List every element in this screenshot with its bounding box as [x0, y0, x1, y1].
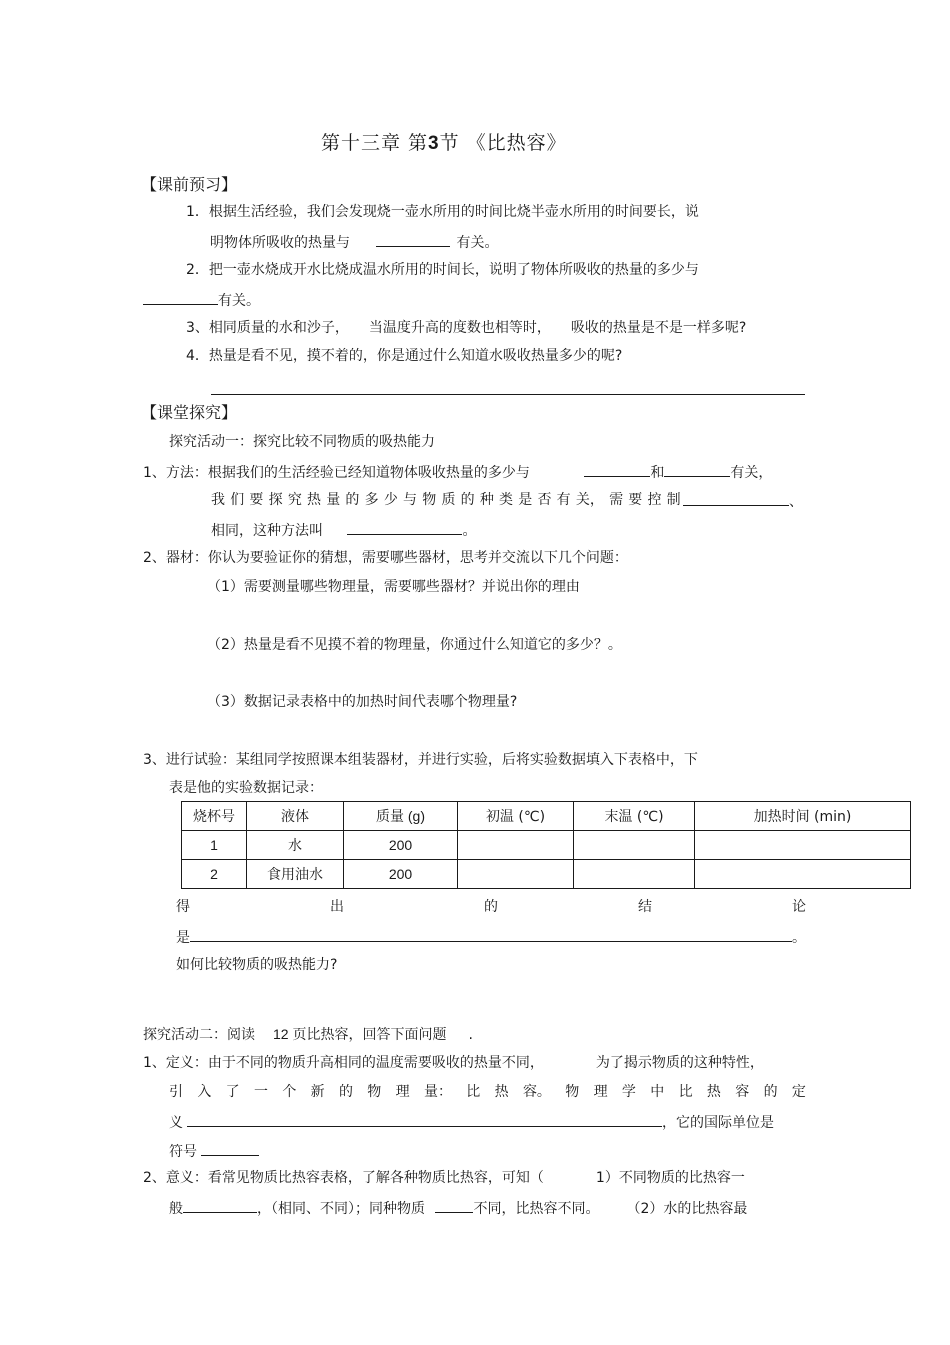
spaced-char: 物: [367, 1084, 382, 1100]
experiment-line2: 表是他的实验数据记录：: [169, 780, 323, 796]
spaced-char: 质: [441, 492, 456, 508]
spaced-char: 论: [792, 899, 806, 915]
spaced-char: 定: [791, 1084, 806, 1100]
equipment-line: 2、器材：你认为要验证你的猜想，需要哪些器材，思考并交流以下几个问题：: [143, 550, 628, 566]
spaced-char: 引: [169, 1084, 183, 1100]
table-cell[interactable]: [458, 831, 574, 860]
answer-blank[interactable]: [376, 232, 450, 247]
spaced-char: 控: [647, 492, 662, 508]
conclusion-line1: [176, 898, 806, 916]
table-cell[interactable]: [574, 831, 695, 860]
significance-line1: 2、意义：看常见物质比热容表格，了解各种物质比热容，可知（ 1）不同物质的比热容一: [143, 1170, 745, 1186]
definition-line3: 义 ，它的国际单位是: [169, 1112, 774, 1132]
table-cell: 200: [344, 831, 458, 860]
activity-two-title: 探究活动二：阅读 12 页比热容，回答下面问题 .: [143, 1026, 473, 1043]
table-cell: 水: [247, 831, 344, 860]
spaced-char: 物: [422, 492, 437, 508]
preview-q3: 3、相同质量的水和沙子， 当温度升高的度数也相等时， 吸收的热量是不是一样多呢?: [186, 320, 747, 336]
table-cell[interactable]: [695, 831, 911, 860]
definition-line2: [169, 1083, 806, 1101]
spaced-char: 热: [494, 1084, 509, 1100]
answer-blank[interactable]: [183, 1198, 257, 1213]
compare-question: 如何比较物质的吸热能力?: [176, 957, 338, 973]
spaced-char: 理: [593, 1084, 608, 1100]
table-row: [182, 831, 911, 860]
spaced-char: 有: [556, 492, 571, 508]
spaced-char: 需: [609, 492, 624, 508]
spaced-char: 个: [282, 1084, 297, 1100]
answer-blank[interactable]: [664, 462, 730, 477]
answer-blank[interactable]: [435, 1198, 473, 1213]
table-row: [182, 860, 911, 889]
spaced-char: 量：: [423, 1084, 452, 1100]
table-header: 初温 (℃): [458, 802, 574, 831]
table-header: 末温 (℃): [574, 802, 695, 831]
answer-blank[interactable]: [584, 462, 650, 477]
spaced-char: 的: [338, 1084, 353, 1100]
spaced-char: 比: [678, 1084, 693, 1100]
spaced-char: 热: [706, 1084, 721, 1100]
page-title: 第十三章 第3节 《比热容》: [321, 132, 567, 154]
spaced-char: 的: [763, 1084, 778, 1100]
preview-q4: 4．热量是看不见，摸不着的，你是通过什么知道水吸收热量多少的呢?: [186, 348, 623, 364]
spaced-char: 得: [176, 899, 190, 915]
table-cell[interactable]: [574, 860, 695, 889]
answer-blank[interactable]: [683, 491, 789, 506]
answer-line[interactable]: [211, 394, 805, 395]
preview-q2-line1: 2．把一壶水烧成开水比烧成温水所用的时间长，说明了物体所吸收的热量的多少与: [186, 262, 699, 278]
spaced-char: 容。: [522, 1084, 551, 1100]
spaced-char: 是: [518, 492, 533, 508]
definition-line1: 1、定义：由于不同的物质升高相同的温度需要吸收的热量不同， 为了揭示物质的这种特性，: [143, 1055, 764, 1071]
table-header-row: [182, 802, 911, 831]
preview-q2-line2: 有关。: [143, 290, 260, 310]
spaced-char: 新: [310, 1084, 325, 1100]
spaced-char: 结: [638, 899, 652, 915]
spaced-char: 出: [330, 899, 344, 915]
definition-line4: 符号: [169, 1141, 259, 1161]
explore-heading: 【课堂探究】: [141, 403, 238, 422]
experiment-line1: 3、进行试验：某组同学按照课本组装器材，并进行实验，后将实验数据填入下表格中，下: [143, 752, 698, 768]
spaced-char: 容: [735, 1084, 750, 1100]
spaced-char: 学: [621, 1084, 636, 1100]
preview-q1-line1: 1．根据生活经验，我们会发现烧一壶水所用的时间比烧半壶水所用的时间要长，说: [186, 204, 699, 220]
table-header: 液体: [247, 802, 344, 831]
spaced-char: 的: [345, 492, 360, 508]
spaced-char: 理: [395, 1084, 410, 1100]
answer-blank[interactable]: [201, 1141, 259, 1156]
conclusion-line2: 是 。: [176, 927, 806, 947]
method-line2-end: 、: [683, 491, 803, 511]
spaced-char: 的: [460, 492, 475, 508]
table-cell: 200: [344, 860, 458, 889]
answer-blank[interactable]: [347, 520, 462, 535]
method-line2: [211, 491, 681, 509]
equipment-q2: （2）热量是看不见摸不着的物理量，你通过什么知道它的多少？。: [207, 637, 622, 653]
spaced-char: 要: [628, 492, 643, 508]
table-cell[interactable]: [458, 860, 574, 889]
spaced-char: 中: [650, 1084, 665, 1100]
method-line3: 相同，这种方法叫 。: [211, 520, 476, 540]
spaced-char: 多: [364, 492, 379, 508]
preview-q1-line2: 明物体所吸收的热量与 有关。: [210, 232, 498, 252]
spaced-char: 究: [287, 492, 302, 508]
data-table: [181, 801, 911, 889]
answer-blank[interactable]: [190, 927, 792, 942]
table-header: 质量 (g): [344, 802, 458, 831]
spaced-char: 比: [466, 1084, 481, 1100]
table-header: 烧杯号: [182, 802, 247, 831]
table-cell[interactable]: [695, 860, 911, 889]
spaced-char: 关，: [575, 492, 604, 508]
spaced-char: 种: [479, 492, 494, 508]
spaced-char: 了: [225, 1084, 240, 1100]
spaced-char: 类: [499, 492, 514, 508]
table-header: 加热时间 (min): [695, 802, 911, 831]
answer-blank[interactable]: [143, 290, 218, 305]
spaced-char: 与: [403, 492, 418, 508]
equipment-q3: （3）数据记录表格中的加热时间代表哪个物理量?: [207, 694, 518, 710]
spaced-char: 的: [484, 899, 498, 915]
spaced-char: 否: [537, 492, 552, 508]
spaced-char: 一: [253, 1084, 268, 1100]
table-cell: 食用油水: [247, 860, 344, 889]
table-cell: 2: [182, 860, 247, 889]
answer-blank[interactable]: [187, 1112, 662, 1127]
spaced-char: 热: [307, 492, 322, 508]
table-cell: 1: [182, 831, 247, 860]
preview-heading: 【课前预习】: [141, 175, 238, 194]
spaced-char: 们: [230, 492, 245, 508]
spaced-char: 物: [565, 1084, 580, 1100]
spaced-char: 要: [249, 492, 264, 508]
equipment-q1: （1）需要测量哪些物理量，需要哪些器材？并说出你的理由: [207, 579, 580, 595]
method-line1: 1、方法：根据我们的生活经验已经知道物体吸收热量的多少与 和 有关，: [143, 462, 772, 482]
significance-line2: 般 ，（相同、不同）；同种物质 不同，比热容不同。 （2）水的比热容最: [169, 1198, 747, 1218]
spaced-char: 探: [268, 492, 283, 508]
spaced-char: 入: [197, 1084, 212, 1100]
spaced-char: 量: [326, 492, 341, 508]
spaced-char: 少: [383, 492, 398, 508]
spaced-char: 制: [666, 492, 681, 508]
spaced-char: 我: [211, 492, 225, 508]
activity-one-title: 探究活动一：探究比较不同物质的吸热能力: [169, 434, 435, 450]
